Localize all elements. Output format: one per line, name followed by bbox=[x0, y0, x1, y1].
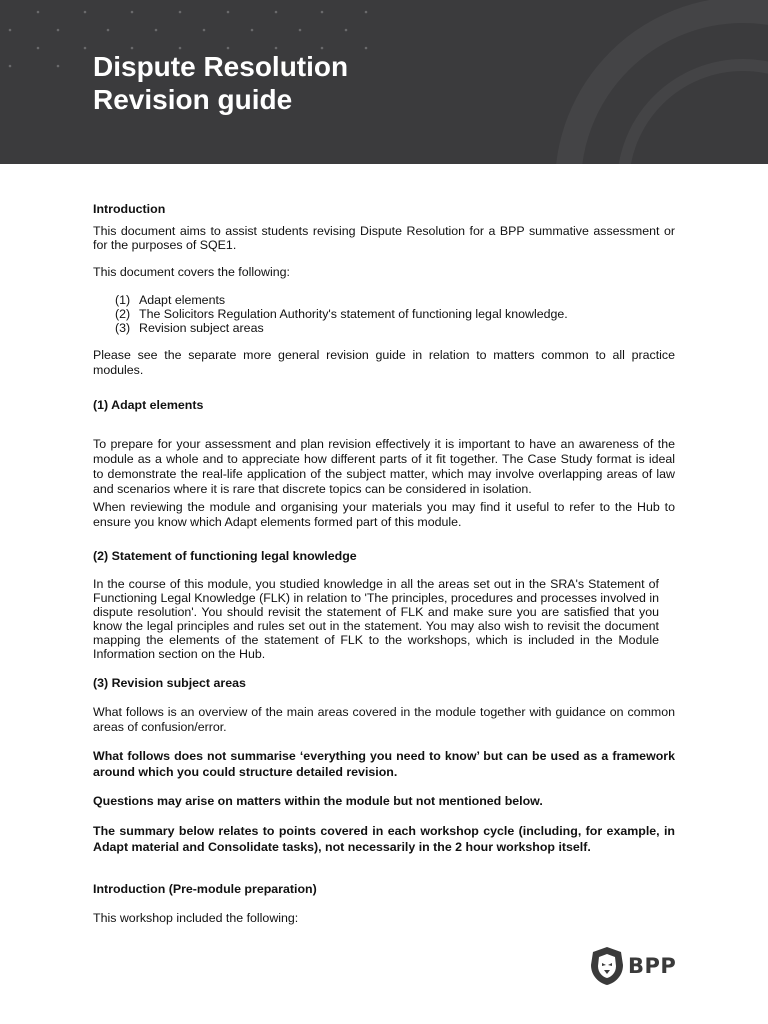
lion-head-icon bbox=[590, 946, 624, 986]
premodule-heading: Introduction (Pre-module preparation) bbox=[93, 881, 317, 896]
list-item: (1) Adapt elements bbox=[115, 293, 226, 308]
intro-heading: Introduction bbox=[93, 202, 166, 216]
intro-paragraph-3: Please see the separate more general revision guide in relation to matters common to all practice modules. bbox=[93, 348, 675, 377]
section-1-heading: (1) Adapt elements bbox=[93, 398, 204, 413]
section-1-paragraph-1: To prepare for your assessment and plan revision effectively it is important to have an awareness of the module as a whole and to appreciate how different parts of it fit together. The Case Study format is ideal to demonstrate the real-life application of the subject matter, which may involve overlapping areas of law and scenarios where it is rare that discrete topics can be considered in isolation. bbox=[93, 436, 675, 497]
logo-text: BPP bbox=[628, 954, 677, 978]
premodule-paragraph-1: This workshop included the following: bbox=[93, 910, 299, 925]
section-1-paragraph-2: When reviewing the module and organising your materials you may find it useful to refer to the Hub to ensure you know which Adapt elements formed part of this module. bbox=[93, 500, 675, 530]
intro-paragraph-2: This document covers the following: bbox=[93, 264, 290, 279]
intro-paragraph-1: This document aims to assist students revising Dispute Resolution for a BPP summative assessment or for the purposes of SQE1. bbox=[93, 223, 675, 253]
section-3-bold-2: Questions may arise on matters within the module but not mentioned below. bbox=[93, 794, 543, 809]
section-3-heading: (3) Revision subject areas bbox=[93, 675, 246, 690]
title-line-1: Dispute Resolution bbox=[93, 51, 349, 82]
section-3-paragraph-1: What follows is an overview of the main areas covered in the module together with guidance on common areas of confusion/error. bbox=[93, 705, 675, 734]
coverage-list bbox=[93, 294, 675, 335]
document-body bbox=[93, 202, 675, 925]
page-title bbox=[93, 50, 348, 116]
section-2-heading: (2) Statement of functioning legal knowledge bbox=[93, 548, 357, 563]
decorative-arcs bbox=[528, 0, 768, 164]
list-item: (3) Revision subject areas bbox=[115, 320, 264, 335]
section-3-bold-3: The summary below relates to points covered in each workshop cycle (including, for example, in Adapt material and Consolidate tasks), not necessarily in the 2 hour workshop itself. bbox=[93, 823, 675, 854]
header-banner bbox=[0, 0, 768, 164]
section-3-bold-1: What follows does not summarise ‘everything you need to know’ but can be used as a framework around which you could structure detailed revision. bbox=[93, 749, 675, 780]
bpp-logo bbox=[590, 946, 676, 986]
section-2-paragraph-1: In the course of this module, you studied knowledge in all the areas set out in the SRA's Statement of Functioning Legal Knowledge (FLK) in relation to 'The principles, procedures and processes involved in dispute resolution'. You should revisit the statement of FLK and make sure you are satisfied that you know the legal principles and rules set out in the statement. You may also wish to revisit the document mapping the elements of the statement of FLK to the workshops, which is included in the Module Information section on the Hub. bbox=[93, 577, 659, 661]
list-item: (2) The Solicitors Regulation Authority's statement of functioning legal knowledge. bbox=[115, 306, 568, 321]
title-line-2: Revision guide bbox=[93, 84, 293, 115]
